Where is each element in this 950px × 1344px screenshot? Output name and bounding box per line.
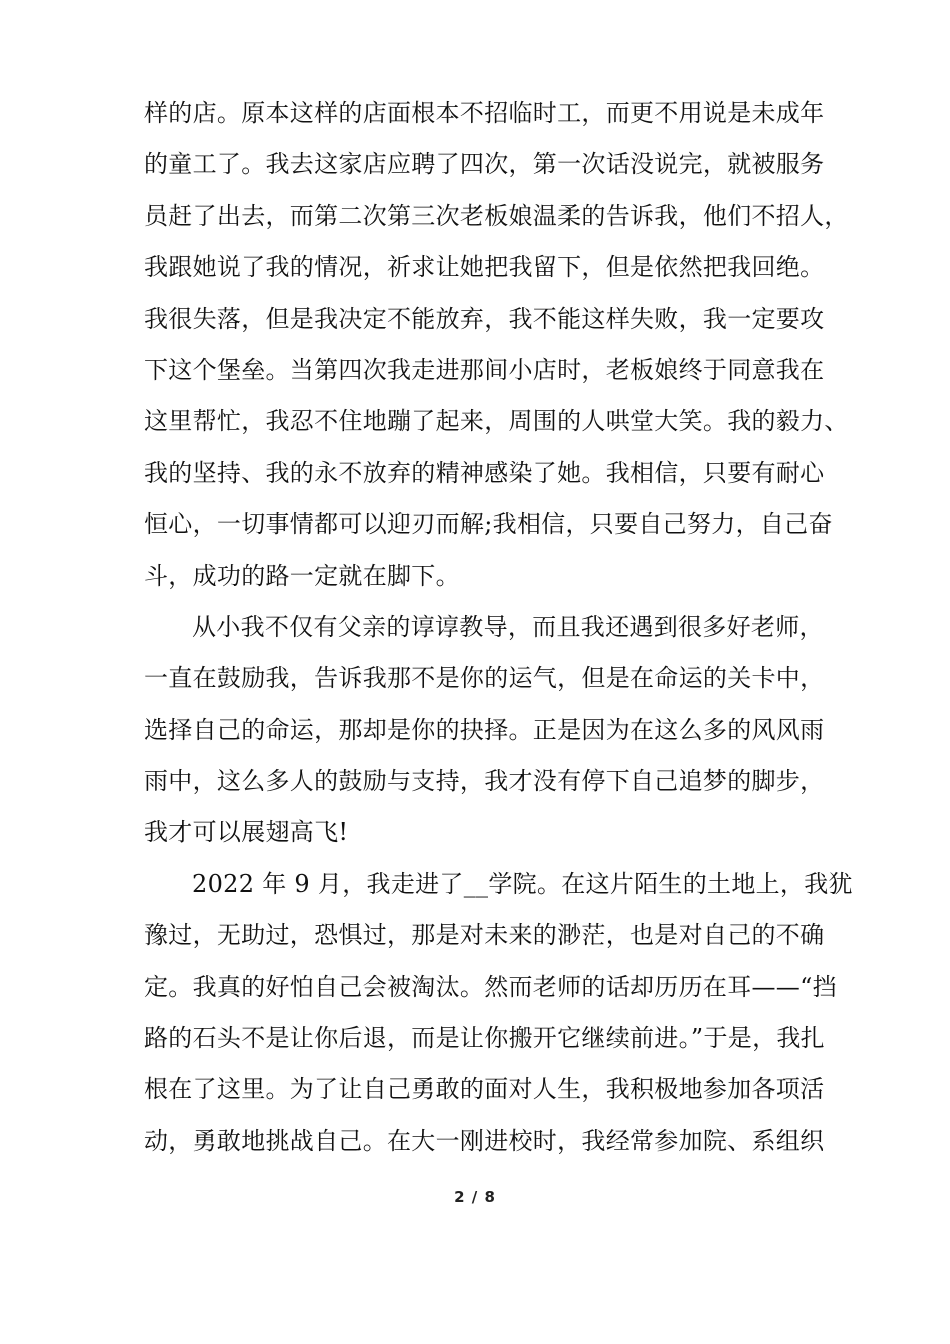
text-line: 这里帮忙，我忍不住地蹦了起来，周围的人哄堂大笑。我的毅力、 — [144, 407, 849, 436]
text-line: 恒心，一切事情都可以迎刃而解;我相信，只要自己努力，自己奋 — [144, 510, 833, 539]
text-line: 路的石头不是让你后退，而是让你搬开它继续前进。”于是，我扎 — [144, 1024, 825, 1053]
text-line: 2022 年 9 月，我走进了__学院。在这片陌生的土地上，我犹 — [192, 869, 853, 898]
text-line: 下这个堡垒。当第四次我走进那间小店时，老板娘终于同意我在 — [144, 355, 825, 384]
text-line: 雨中，这么多人的鼓励与支持，我才没有停下自己追梦的脚步， — [144, 767, 825, 796]
text-line: 选择自己的命运，那却是你的抉择。正是因为在这么多的风风雨 — [144, 715, 825, 744]
text-line: 样的店。原本这样的店面根本不招临时工，而更不用说是未成年 — [144, 99, 825, 127]
text-line: 从小我不仅有父亲的谆谆教导，而且我还遇到很多好老师， — [192, 612, 824, 641]
text-line: 的童工了。我去这家店应聘了四次，第一次话没说完，就被服务 — [144, 150, 825, 179]
text-line: 根在了这里。为了让自己勇敢的面对人生，我积极地参加各项活 — [144, 1075, 825, 1104]
page-number: 2 / 8 — [454, 1188, 496, 1206]
text-line: 员赶了出去，而第二次第三次老板娘温柔的告诉我，他们不招人， — [144, 201, 849, 230]
text-line: 我的坚持、我的永不放弃的精神感染了她。我相信，只要有耐心 — [144, 458, 825, 487]
text-line: 我很失落，但是我决定不能放弃，我不能这样失败，我一定要攻 — [144, 304, 825, 333]
text-line: 我才可以展翅高飞! — [144, 818, 349, 847]
text-line: 动，勇敢地挑战自己。在大一刚进校时，我经常参加院、系组织 — [144, 1126, 825, 1155]
text-line: 斗，成功的路一定就在脚下。 — [144, 561, 460, 590]
text-line: 豫过，无助过，恐惧过，那是对未来的渺茫，也是对自己的不确 — [144, 921, 825, 950]
text-line: 一直在鼓励我，告诉我那不是你的运气，但是在命运的关卡中， — [144, 664, 825, 693]
text-line: 我跟她说了我的情况，祈求让她把我留下，但是依然把我回绝。 — [144, 253, 825, 282]
body-text — [144, 88, 853, 1167]
text-line: 定。我真的好怕自己会被淘汰。然而老师的话却历历在耳——“挡 — [144, 972, 837, 1001]
